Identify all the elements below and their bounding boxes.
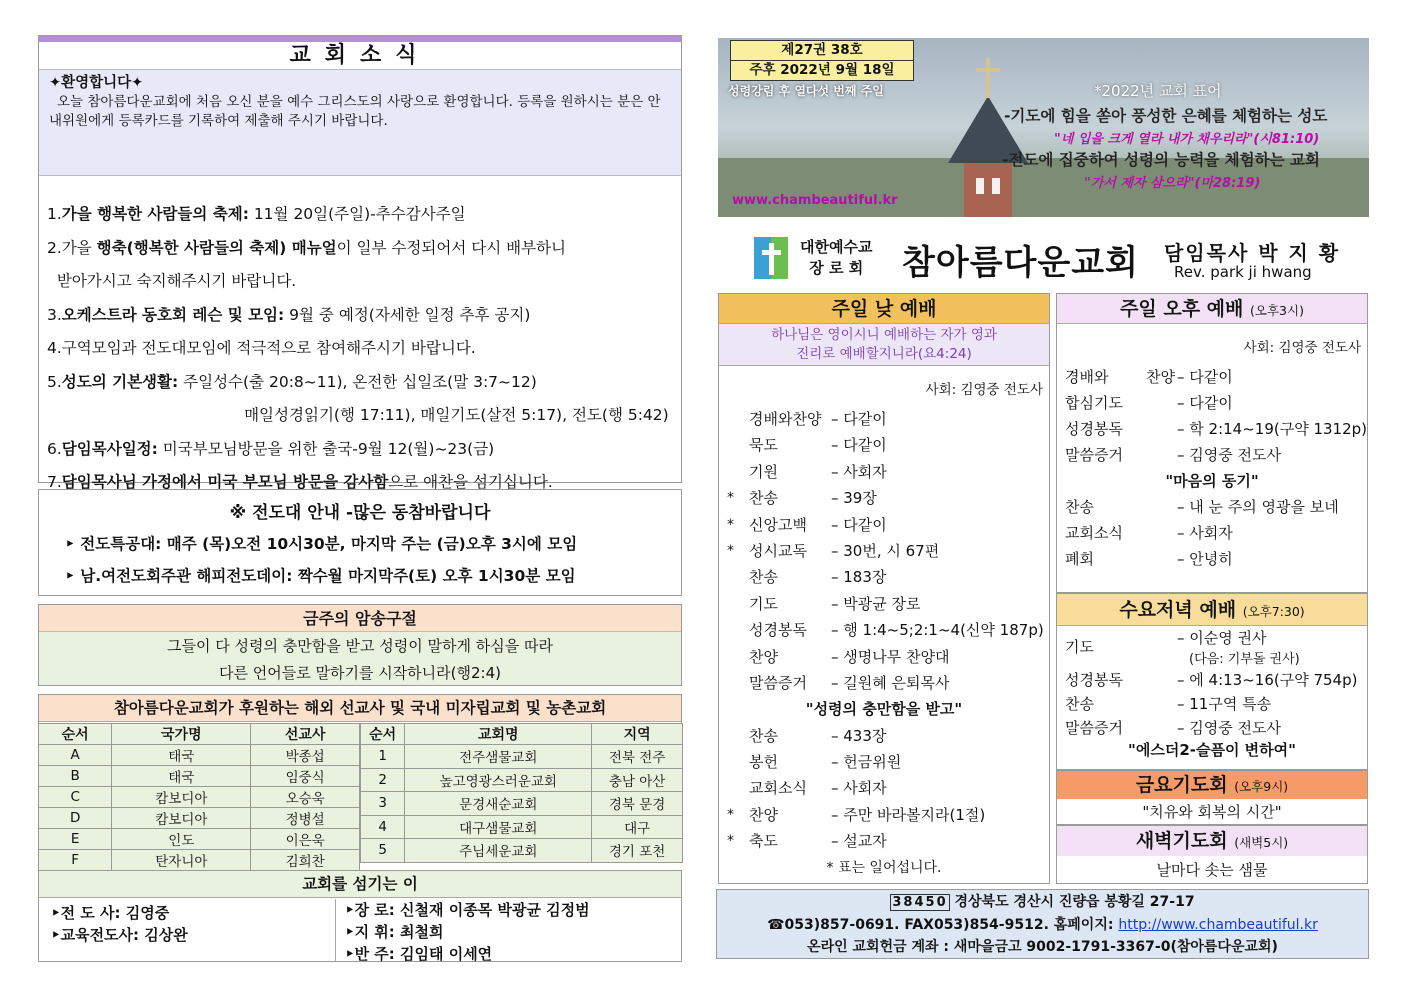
- church-news-title: 교회소식: [39, 36, 681, 70]
- order-row: [719, 564, 1049, 590]
- servants-right: [335, 899, 590, 965]
- order-of-service: [719, 406, 1049, 696]
- order-value: – 183장: [831, 568, 887, 587]
- order-label: 경배와찬양: [749, 410, 822, 428]
- welcome-box: [39, 70, 681, 176]
- table-cell: A: [39, 745, 112, 766]
- table-header-cell: 국가명: [112, 724, 251, 745]
- issue-box: [730, 40, 914, 81]
- standing-note: * 표는 일어섭니다.: [826, 859, 942, 876]
- order-row: [1057, 390, 1367, 416]
- sunday-morning-service: [718, 293, 1050, 884]
- order-value: – 학 2:14~19(구약 1312p): [1177, 420, 1368, 438]
- servants-title: 교회를 섬기는 이: [39, 871, 681, 898]
- table-cell: 이은욱: [251, 829, 360, 850]
- order-label: 교회소식: [1065, 524, 1123, 543]
- order-label: 합심기도: [1065, 394, 1123, 412]
- service-title: [1057, 826, 1367, 856]
- table-cell: 대구샘물교회: [405, 815, 592, 839]
- senior-pastor-en: Rev. park ji hwang: [1174, 263, 1312, 281]
- order-value-main: – 이순영 권사: [1177, 629, 1267, 647]
- welcome-text: 오늘 참아름다운교회에 처음 오신 분을 예수 그리스도의 사랑으로 환영합니다. 등록을 원하시는 분은 안내위원에게 등록카드를 기록하여 제출해 주시기 바랍니다.: [49, 94, 661, 129]
- order-row: [719, 644, 1049, 670]
- service-title: [1057, 771, 1367, 799]
- evangelism-item: ‣ 전도특공대: 매주 (목)오전 10시30분, 마지막 주는 (금)오후 3시에 모임: [65, 535, 578, 553]
- order-row: [719, 723, 1049, 749]
- sermon-title: "마음의 동기": [1165, 472, 1259, 490]
- order-row: [719, 538, 1049, 564]
- order-row: [719, 828, 1049, 854]
- servants-section: [38, 870, 682, 962]
- news-item-text: 으로 애찬을 섬기십니다.: [388, 473, 553, 491]
- news-item: [47, 198, 673, 232]
- servant-entry: ‣지 휘: 최철희: [345, 923, 444, 941]
- news-item-text: 9월 중 예정(자세한 일정 추후 공지): [284, 305, 531, 324]
- order-value: – 11구역 특송: [1177, 695, 1272, 713]
- evangelism-item: ‣ 남.여전도회주관 해피전도데이: 짝수월 마지막주(토) 오후 1시30분 모임: [65, 567, 576, 585]
- welcome-heading: ✦환영합니다✦: [49, 75, 144, 91]
- table-cell: 대구: [592, 815, 683, 839]
- order-value: – 39장: [831, 489, 877, 508]
- order-value: – 사회자: [831, 462, 887, 481]
- order-label: 교회소식: [749, 779, 807, 798]
- order-value: – 다같이: [1177, 394, 1233, 412]
- service-title: 주일 낮 예배: [719, 294, 1049, 324]
- table-cell: B: [39, 766, 112, 787]
- order-value: – 사회자: [831, 779, 887, 798]
- order-label: 찬양: [749, 805, 778, 824]
- order-row: [1057, 716, 1367, 740]
- motto-line: -전도에 집중하여 성령의 능력을 체험하는 교회: [1002, 151, 1320, 169]
- service-title-text: 수요저녁 예배: [1119, 599, 1237, 621]
- sunday-afternoon-service: [1056, 293, 1368, 593]
- table-cell: 전주샘물교회: [405, 745, 592, 769]
- order-row: [719, 670, 1049, 696]
- verse-line: 하나님은 영이시니 예배하는 자가 영과: [771, 327, 997, 343]
- phone-line: [717, 914, 1368, 936]
- standing-mark: *: [727, 490, 734, 507]
- table-row: [39, 808, 360, 829]
- news-item: [47, 332, 673, 366]
- address: 경상북도 경산시 진량읍 봉황길 27-17: [949, 894, 1195, 910]
- order-value: – 다같이: [1177, 368, 1233, 386]
- order-value: – 주만 바라볼지라(1절): [831, 805, 986, 824]
- table-cell: 박종섭: [251, 745, 360, 766]
- table-header-cell: 순서: [39, 724, 112, 745]
- liturgical-week: 성령강림 후 열다섯 번째 주일: [728, 84, 884, 98]
- order-label: 찬송: [1065, 695, 1094, 713]
- order-label: 말씀증거: [1065, 719, 1123, 737]
- wednesday-service: [1056, 593, 1368, 770]
- table-row: [361, 815, 683, 839]
- order-value: [1177, 628, 1300, 670]
- issue-number: 제27권 38호: [731, 41, 913, 61]
- table-row: [39, 850, 360, 871]
- service-time: (오후9시): [1234, 779, 1289, 794]
- news-item: [47, 232, 673, 266]
- servants-left: [41, 902, 188, 946]
- table-cell: 인도: [112, 829, 251, 850]
- servant-entry: ‣장 로: 신철재 이종목 박광균 김정범: [345, 901, 590, 919]
- issue-date: 주후 2022년 9월 18일: [749, 62, 895, 78]
- table-cell: 경기 포천: [592, 839, 683, 863]
- news-item-text: 11월 20일(주일)-추수감사주일: [248, 205, 466, 223]
- order-value: – 내 눈 주의 영광을 보네: [1177, 498, 1339, 517]
- news-item: [47, 366, 673, 400]
- table-row: [39, 766, 360, 787]
- order-label: 찬송: [749, 489, 778, 508]
- table-row: [361, 768, 683, 792]
- news-item: [47, 299, 673, 333]
- order-row: [1057, 442, 1367, 468]
- table-cell: 높고영광스러운교회: [405, 768, 592, 792]
- order-label: 성시교독: [749, 541, 807, 560]
- news-item-bold: 담임목사님 가정에서 미국 부모님 방문을 감사함: [61, 473, 389, 491]
- table-row: [39, 745, 360, 766]
- memory-verse-line: 다른 언어들로 말하기를 시작하니라(행2:4): [219, 664, 501, 682]
- order-label: 성경봉독: [1065, 671, 1123, 689]
- order-row: [719, 459, 1049, 485]
- order-row: [719, 802, 1049, 828]
- service-title-text: 금요기도회: [1135, 774, 1228, 796]
- news-item-prefix: 받아가시고 숙지해주시기 바랍니다.: [47, 272, 297, 290]
- servant-entry: ‣반 주: 김임태 이세연: [345, 945, 493, 963]
- order-value: – 생명나무 찬양대: [831, 647, 950, 666]
- order-value: – 사회자: [1177, 524, 1233, 543]
- order-row: [1057, 494, 1367, 520]
- standing-mark: *: [727, 516, 734, 533]
- order-label: 축도: [749, 832, 778, 851]
- address-line: [717, 891, 1368, 914]
- dawn-prayer: [1056, 825, 1368, 884]
- order-value: – 다같이: [831, 410, 887, 428]
- order-value: – 에 4:13~16(구약 754p): [1177, 671, 1358, 689]
- table-header-cell: 교회명: [405, 724, 592, 745]
- news-item-prefix: 1.: [47, 205, 62, 223]
- sermon-title: "에스더2-슬픔이 변하여": [1128, 741, 1296, 759]
- churches-table: [360, 723, 683, 863]
- news-item-prefix: 5.: [47, 372, 62, 391]
- news-item-bold: 담임목사일정:: [61, 439, 158, 458]
- order-of-service: [1057, 494, 1367, 572]
- service-title-text: 주일 오후 예배: [1120, 298, 1244, 320]
- homepage-link[interactable]: http://www.chambeautiful.kr: [1118, 917, 1318, 933]
- service-leader: 사회: 김영중 전도사: [925, 382, 1043, 398]
- denomination: [800, 237, 872, 279]
- order-row: [719, 775, 1049, 801]
- service-theme: "치유와 회복의 시간": [1142, 803, 1282, 821]
- phone: ☎053)857-0691. FAX053)854-9512. 홈페이지:: [767, 917, 1119, 933]
- news-item-prefix: 2.가을: [47, 238, 97, 257]
- order-value: – 헌금위원: [831, 753, 902, 772]
- order-label: 봉헌: [749, 753, 778, 772]
- order-row: [1057, 692, 1367, 716]
- verse-line: 진리로 예배할지니라(요4:24): [796, 346, 972, 362]
- order-row: [1057, 546, 1367, 572]
- standing-mark: *: [727, 806, 734, 823]
- table-row: [361, 839, 683, 863]
- table-cell: 임중식: [251, 766, 360, 787]
- news-item-prefix: 7.: [47, 473, 62, 491]
- table-cell: 탄자니아: [112, 850, 251, 871]
- table-cell: 5: [361, 839, 405, 863]
- standing-mark: *: [727, 833, 734, 850]
- order-of-service: [1057, 668, 1367, 740]
- order-label: 묵도: [749, 436, 778, 455]
- table-row: [39, 787, 360, 808]
- order-value: – 박광균 장로: [831, 594, 921, 613]
- motto-line: -기도에 힘을 쏟아 풍성한 은혜를 체험하는 성도: [1004, 107, 1328, 125]
- contact-footer: [716, 889, 1369, 959]
- table-cell: C: [39, 787, 112, 808]
- news-item: [47, 433, 673, 467]
- order-value: – 433장: [831, 726, 887, 745]
- table-header-cell: 순서: [361, 724, 405, 745]
- order-value: – 행 1:4~5;2:1~4(신약 187p): [831, 621, 1044, 640]
- order-label: 찬송: [749, 568, 778, 587]
- missions-section: [38, 694, 682, 870]
- news-item-prefix: 4.구역모임과 전도대모임에 적극적으로 참여해주시기 바랍니다.: [47, 339, 476, 357]
- news-item-bold: 가을 행복한 사람들의 축제:: [61, 205, 249, 223]
- order-value: – 다같이: [831, 436, 887, 455]
- order-label: 말씀증거: [1065, 446, 1123, 464]
- order-label: 기원: [749, 462, 778, 481]
- servant-entry: ‣교육전도사: 김상완: [51, 926, 188, 944]
- table-cell: 4: [361, 815, 405, 839]
- memory-verse-title: 금주의 암송구절: [39, 605, 681, 632]
- order-value: – 안녕히: [1177, 550, 1233, 569]
- banner-url: www.chambeautiful.kr: [732, 193, 898, 208]
- memory-verse-section: [38, 604, 682, 686]
- order-value: – 김영중 전도사: [1177, 446, 1281, 464]
- table-cell: 전북 전주: [592, 745, 683, 769]
- friday-prayer: [1056, 770, 1368, 825]
- news-item: [47, 399, 673, 433]
- order-row: [1057, 520, 1367, 546]
- order-row: [719, 485, 1049, 511]
- memory-verse-line: 그들이 다 성령의 충만함을 받고 성령이 말하게 하심을 따라: [167, 637, 553, 655]
- order-row: [1057, 626, 1367, 668]
- order-label: 찬송: [749, 726, 778, 745]
- table-cell: 문경새순교회: [405, 792, 592, 816]
- order-value-next: (다음: 기부돌 권사): [1189, 652, 1300, 667]
- service-theme: 날마다 솟는 샘물: [1156, 861, 1268, 879]
- denomination-line: 장 로 회: [809, 259, 864, 277]
- evangelism-title: ※ 전도대 안내 -많은 동참바랍니다: [229, 503, 491, 523]
- order-row: [719, 512, 1049, 538]
- table-cell: 김희찬: [251, 850, 360, 871]
- table-header-cell: 선교사: [251, 724, 360, 745]
- news-item-prefix: 6.: [47, 439, 62, 458]
- senior-pastor: 담임목사 박 지 황: [1164, 241, 1341, 265]
- church-name: 참아름다운교회: [902, 243, 1139, 283]
- order-row: [719, 432, 1049, 458]
- servant-entry: ‣전 도 사: 김영중: [51, 904, 170, 922]
- news-item-text: 이 일부 수정되어서 다시 배부하니: [336, 238, 566, 257]
- order-row: [1057, 364, 1367, 390]
- table-cell: 태국: [112, 766, 251, 787]
- table-cell: 오승욱: [251, 787, 360, 808]
- service-leader: 사회: 김영중 전도사: [1243, 340, 1361, 356]
- order-row: [719, 406, 1049, 432]
- account-line: 온라인 교회헌금 계좌 : 새마을금고 9002-1791-3367-0(참아름다운교회): [807, 939, 1278, 955]
- service-title: [1057, 294, 1367, 324]
- table-cell: 캄보디아: [112, 787, 251, 808]
- order-row: [719, 749, 1049, 775]
- table-row: [39, 829, 360, 850]
- table-row: [361, 745, 683, 769]
- news-item-prefix: 매일성경읽기(행 17:11), 매일기도(살전 5:17), 전도(행 5:42): [47, 406, 669, 424]
- order-label: 신앙고백: [749, 515, 807, 534]
- missionaries-table: [38, 723, 360, 871]
- denomination-line: 대한예수교: [800, 238, 873, 256]
- table-cell: D: [39, 808, 112, 829]
- order-row: [719, 617, 1049, 643]
- order-value: – 설교자: [831, 832, 887, 851]
- news-item-text: 미국부모님방문을 위한 출국-9월 12(월)~23(금): [157, 439, 495, 458]
- news-item-bold: 행축(행복한 사람들의 축제) 매뉴얼: [96, 238, 337, 257]
- table-cell: 태국: [112, 745, 251, 766]
- order-label: 찬송: [1065, 498, 1094, 517]
- service-verse: [719, 324, 1049, 366]
- order-of-service: [719, 723, 1049, 855]
- order-row: [1057, 416, 1367, 442]
- motto-verse: "네 입을 크게 열라 내가 채우리라"(시81:10): [1054, 132, 1320, 147]
- news-item-bold: 오케스트라 동호회 레슨 및 모임:: [61, 305, 285, 324]
- order-label: 기도: [749, 594, 778, 613]
- missions-title: 참아름다운교회가 후원하는 해외 선교사 및 국내 미자립교회 및 농촌교회: [39, 695, 681, 722]
- order-label: 기도: [1065, 638, 1094, 656]
- order-label: 말씀증거: [749, 673, 807, 692]
- order-value: – 김영중 전도사: [1177, 719, 1281, 737]
- order-label: 폐회: [1065, 550, 1094, 569]
- table-cell: F: [39, 850, 112, 871]
- motto-heading: *2022년 교회 표어: [1094, 82, 1222, 100]
- table-header-cell: 지역: [592, 724, 683, 745]
- order-label: 성경봉독: [1065, 420, 1123, 438]
- news-item-text: 주일성수(출 20:8~11), 온전한 십일조(말 3:7~12): [178, 372, 537, 391]
- table-cell: 캄보디아: [112, 808, 251, 829]
- table-cell: E: [39, 829, 112, 850]
- news-list: [39, 176, 681, 500]
- order-value: – 길원혜 은퇴목사: [831, 673, 950, 692]
- table-cell: 정병설: [251, 808, 360, 829]
- service-time: (새벽5시): [1234, 835, 1289, 850]
- motto-verse: "가서 제자 삼으라"(마28:19): [1084, 176, 1261, 191]
- church-news-section: [38, 35, 682, 491]
- order-row: [719, 591, 1049, 617]
- table-cell: 2: [361, 768, 405, 792]
- table-cell: 주님세운교회: [405, 839, 592, 863]
- church-header: [754, 235, 1374, 285]
- table-cell: 3: [361, 792, 405, 816]
- service-time: (오후7:30): [1242, 604, 1305, 619]
- order-of-service: [1057, 364, 1367, 468]
- table-row: [361, 792, 683, 816]
- service-time: (오후3시): [1250, 303, 1304, 318]
- news-item-prefix: 3.: [47, 305, 62, 324]
- order-row: [1057, 668, 1367, 692]
- table-cell: 경북 문경: [592, 792, 683, 816]
- news-item: [47, 265, 673, 299]
- order-label: 경배와 찬양: [1065, 368, 1175, 386]
- sermon-title: "성령의 충만함을 받고": [805, 700, 963, 719]
- table-cell: 충남 아산: [592, 768, 683, 792]
- zip-code: 38450: [892, 895, 948, 910]
- order-value: – 다같이: [831, 515, 887, 534]
- evangelism-section: [38, 489, 682, 596]
- order-label: 찬양: [749, 647, 778, 666]
- order-value: – 30번, 시 67편: [831, 541, 940, 560]
- table-cell: 1: [361, 745, 405, 769]
- news-item-bold: 성도의 기본생활:: [61, 372, 179, 391]
- service-title-text: 새벽기도회: [1135, 830, 1228, 852]
- service-title: [1057, 594, 1367, 626]
- church-logo-icon: [754, 237, 788, 279]
- order-label: 성경봉독: [749, 621, 807, 640]
- standing-mark: *: [727, 542, 734, 559]
